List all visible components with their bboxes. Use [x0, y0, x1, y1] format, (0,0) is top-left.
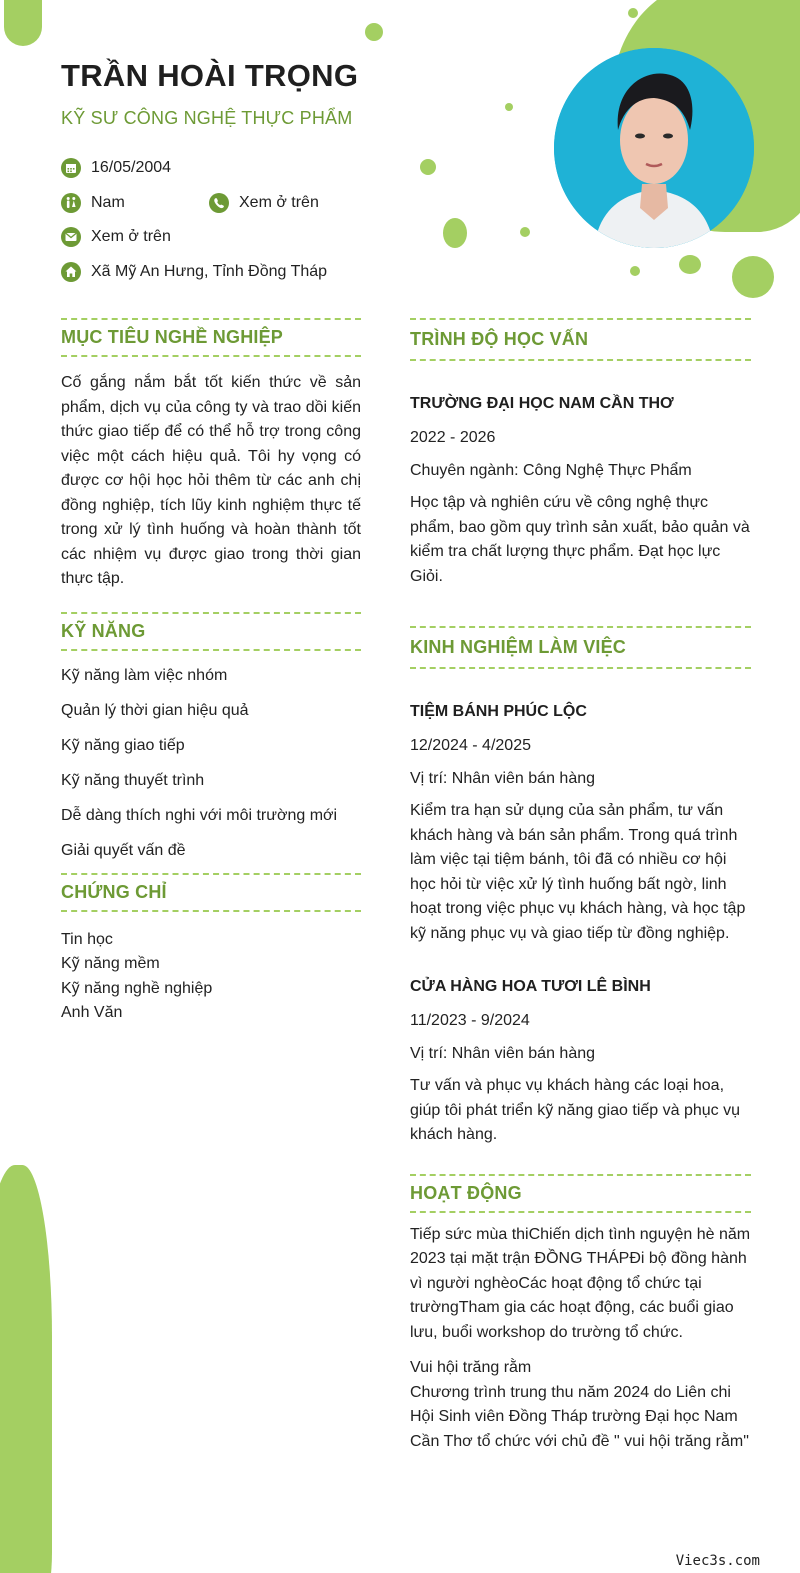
job-description: Tư vấn và phục vụ khách hàng các loại hoa, giúp tôi phát triển kỹ năng giao tiếp và phục vụ khách hàng. [410, 1077, 740, 1143]
job-period: 11/2023 - 9/2024 [410, 1012, 530, 1029]
home-icon [61, 262, 81, 282]
watermark: Viec3s.com [675, 1553, 760, 1569]
list-item: Kỹ năng làm việc nhóm [61, 666, 228, 684]
contact-address [61, 262, 327, 282]
list-item: Giải quyết vấn đề [61, 841, 186, 859]
left-column [61, 318, 361, 1026]
profile-photo [554, 48, 754, 248]
job-company: CỬA HÀNG HOA TƯƠI LÊ BÌNH [410, 978, 651, 995]
job-position: Vị trí: Nhân viên bán hàng [410, 770, 596, 787]
gender-icon [61, 193, 81, 213]
list-item: Kỹ năng nghề nghiệp [61, 979, 213, 997]
decor-dot [630, 266, 640, 276]
birthday-value: 16/05/2004 [91, 159, 172, 176]
certificates-heading: CHỨNG CHỈ [61, 873, 361, 912]
objective-text: Cố gắng nắm bắt tốt kiến thức về sản phẩm, dịch vụ của công ty và trao dồi kiến thức giao tiếp để có thể hỗ trợ trong công việc một cách hiệu quả. Tôi hy vọng có được cơ hội học hỏi thêm từ các anh chị đồng nghiệp, tích lũy kinh nghiệm thực tế trong xử lý tình huống và hoàn thành tốt các nhiệm vụ được giao trong thời gian thực tập. [61, 374, 361, 587]
list-item: Dễ dàng thích nghi với môi trường mới [61, 806, 338, 824]
job-position: Vị trí: Nhân viên bán hàng [410, 1045, 596, 1062]
candidate-name: TRẦN HOÀI TRỌNG [61, 58, 359, 93]
list-item: Anh Văn [61, 1004, 123, 1021]
education-period: 2022 - 2026 [410, 429, 496, 446]
contact-gender [61, 193, 125, 213]
email-value: Xem ở trên [91, 228, 171, 245]
list-item: Kỹ năng thuyết trình [61, 771, 205, 789]
activities-text: Tiếp sức mùa thiChiến dịch tình nguyện hè năm 2023 tại mặt trận ĐỒNG THÁPĐi bộ đồng hành vì người nghèoCác hoạt động tổ chức tại trườngTham gia các hoạt động, các buổi giao lưu, buổi workshop do trường tổ chức. [410, 1225, 751, 1341]
decor-dot [443, 218, 467, 248]
list-item: Kỹ năng giao tiếp [61, 736, 185, 754]
decor-dot [732, 256, 774, 298]
job-description: Kiểm tra hạn sử dụng của sản phẩm, tư vấn khách hàng và bán sản phẩm. Trong quá trình làm việc tại tiệm bánh, tôi đã có nhiều cơ hội học hỏi từ việc xử lý tình huống bất ngờ, linh hoạt trong việc phục vụ khách hàng, và học tập kỹ năng phục vụ và giao tiếp từ đồng nghiệp. [410, 802, 746, 942]
decor-blob-bottom-left [0, 1165, 52, 1573]
experience-heading: KINH NGHIỆM LÀM VIỆC [410, 626, 751, 669]
envelope-icon [61, 227, 81, 247]
job-entry [410, 978, 751, 1148]
phone-value: Xem ở trên [239, 194, 319, 211]
contact-birthday [61, 158, 171, 178]
activity-event-title: Vui hội trăng rằm [410, 1359, 532, 1376]
decor-dot [679, 255, 701, 274]
skills-heading: KỸ NĂNG [61, 612, 361, 651]
education-major: Chuyên ngành: Công Nghệ Thực Phẩm [410, 462, 692, 479]
list-item: Tin học [61, 930, 113, 948]
phone-icon [209, 193, 229, 213]
objective-heading: MỤC TIÊU NGHỀ NGHIỆP [61, 318, 361, 357]
school-name: TRƯỜNG ĐẠI HỌC NAM CẦN THƠ [410, 395, 674, 412]
job-company: TIỆM BÁNH PHÚC LỘC [410, 703, 587, 720]
right-column [410, 318, 751, 1454]
activity-event-description: Chương trình trung thu năm 2024 do Liên chi Hội Sinh viên Đồng Tháp trường Đại học Nam Cần Thơ tổ chức với chủ đề " vui hội trăng rằm" [410, 1383, 749, 1450]
decor-dot [365, 23, 383, 41]
decor-dot [628, 8, 638, 18]
decor-blob-top-left [4, 0, 42, 46]
education-description: Học tập và nghiên cứu về công nghệ thực phẩm, bao gồm quy trình sản xuất, bảo quản và kiểm tra chất lượng thực phẩm. Đạt học lực Giỏi. [410, 494, 750, 585]
gender-value: Nam [91, 194, 125, 211]
decor-dot [520, 227, 530, 237]
skills-list [61, 666, 361, 861]
list-item: Quản lý thời gian hiệu quả [61, 701, 249, 719]
calendar-icon [61, 158, 81, 178]
contact-email [61, 227, 171, 247]
contact-phone [209, 193, 319, 213]
job-period: 12/2024 - 4/2025 [410, 737, 531, 754]
list-item: Kỹ năng mềm [61, 955, 160, 972]
education-heading: TRÌNH ĐỘ HỌC VẤN [410, 318, 751, 361]
decor-dot [505, 103, 513, 111]
certificates-list [61, 928, 361, 1026]
candidate-title: KỸ SƯ CÔNG NGHỆ THỰC PHẨM [61, 108, 353, 128]
decor-dot [420, 159, 436, 175]
job-entry [410, 703, 751, 946]
activities-heading: HOẠT ĐỘNG [410, 1174, 751, 1213]
address-value: Xã Mỹ An Hưng, Tỉnh Đồng Tháp [91, 263, 328, 280]
